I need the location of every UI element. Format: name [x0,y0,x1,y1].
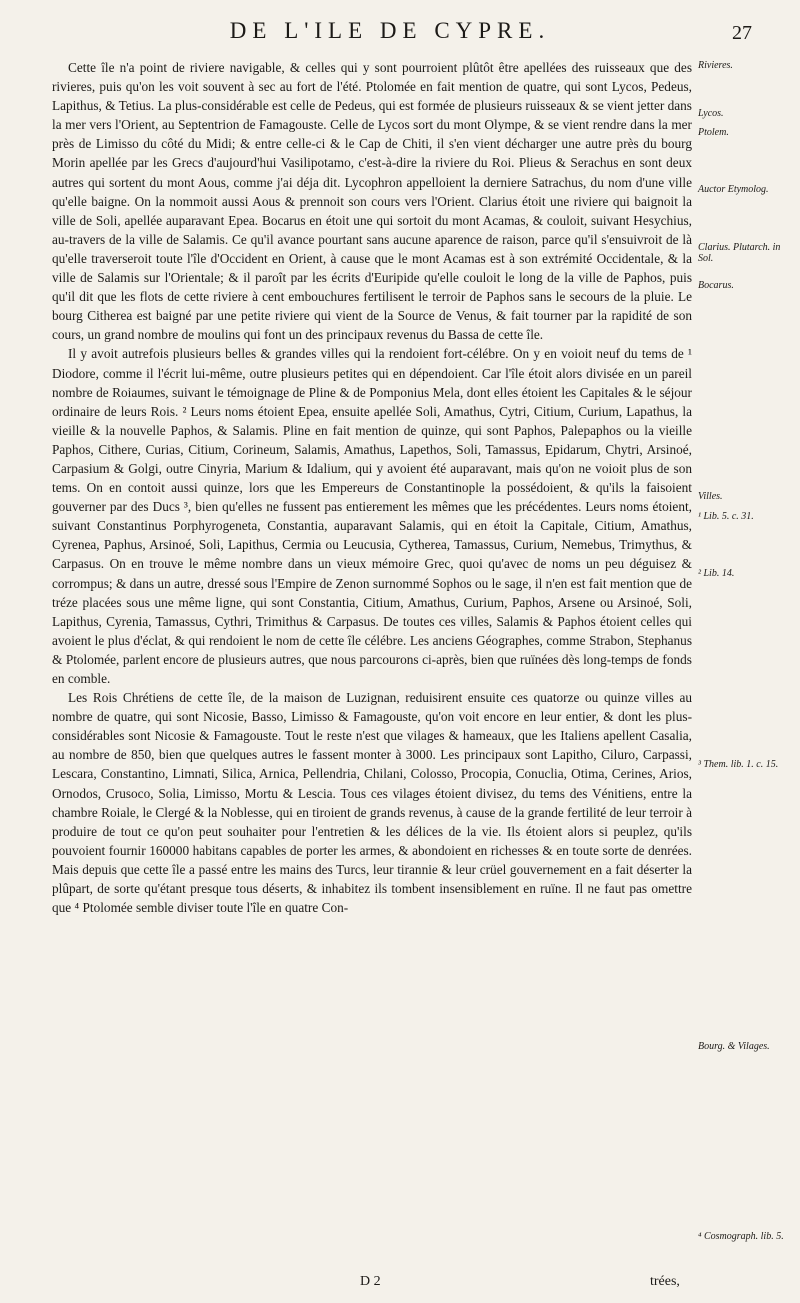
page-header [0,18,800,58]
margin-note: Lycos. [698,108,724,119]
paragraph-villages: Les Rois Chrétiens de cette île, de la maison de Luzignan, reduisirent ensuite ces quatorze ou quinze villes au nombre de quatre, qui sont Nicosie, Basso, Limisso & Famagouste, qu'on voit encore en leur entier, & dont les plus-considérables sont Nicosie & Famagouste. Tout le reste n'est que vilages & hameaux, que les Italiens apellent Casalia, au nombre de 850, bien que quelques autres le fassent monter à 3000. Les principaux sont Lapitho, Ciluro, Carpassi, Lescara, Constantino, Limnati, Silica, Arnica, Pellendria, Chilani, Colosso, Procopia, Conuclia, Otima, Cerines, Arios, Ornodos, Crusoco, Solia, Limisso, Mortu & Lescia. Tous ces vilages étoient divisez, du tems des Vénitiens, entre la chambre Roiale, le Clergé & la Noblesse, qui en tiroient de grands revenus, à cause de la grande fertilité de leur terroir à produire de tout ce qu'on peut souhaiter pour l'entretien & les délices de la vie. Ils étoient alors si peuplez, qu'ils pouvoient fournir 160000 habitans capables de porter les armes, & abondoient en richesses & en toute sorte de denrées. Mais depuis que cette île a passé entre les mains des Turcs, leur tirannie & leur crüel gouvernement en a fait déserter la plûpart, de sorte qu'étant presque tous déserts, & inhabitez ils tombent insensiblement en ruïne. Il ne faut pas omettre que ⁴ Ptolomée semble diviser toute l'île en quatre Con- [52,690,692,916]
paragraph-rivers: Cette île n'a point de riviere navigable, & celles qui y sont pourroient plûtôt être apellées des ruisseaux que des rivieres, puis qu'on les voit souvent à sec au fort de l'été. Ptolomée en fait mention de quatre, qui sont Lycos, Pedeus, Lapithus, & Tetius. La plus-considérable est celle de Pedeus, qui est formée de plusieurs ruisseaux & se vient jetter dans la mer vers l'Orient, au Septentrion de Famagouste. Celle de Lycos sort du mont Olympe, & se vient rendre dans la mer près de Limisso du côté du Midi; & entre celle-ci & le Cap de Chiti, il s'en vient décharger une autre près du bourg Morin apellée par les Grecs d'aujourd'hui Vasilipotamo, c'est-à-dire la riviere du Roi. Plieus & Serachus en sont deux autres qui sortent du mont Aous, comme j'ai déja dit. Lycophron appelloient la derniere Satrachus, du nom d'une ville qu'elle baigne. On la nommoit aussi Aous & prennoit son cours vers l'Orient. Clarius étoit une riviere qui baignoit la ville de Soli, apellée auparavant Epea. Bocarus en étoit une qui sortoit du mont Acamas, & couloit, suivant Hesychius, au-travers de la ville de Salamis. Ce qu'il avance pourtant sans aucune aparence de raison, parce qu'il s'ensuivroit de là qu'elle traverseroit toute l'île d'Occident en Orient, à cause que le mont Acamas est à son extrémité Occidentale, & la ville de Salamis sur l'Orientale; & il paroît par les écrits d'Euripide qu'elle couloit le long de la ville de Paphos, puis qu'il dit que les flots de cette riviere à cent embouchures fertilisent le terroir de Paphos sans le secours de la pluie. Le bourg Citherea est baigné par une petite riviere qui vient de la Source de Venus, & fait tourner par la rapidité de son cours, un grand nombre de moulins qui font un des principaux revenus du Bassa de cette île. [52,60,692,343]
margin-note: ³ Them. lib. 1. c. 15. [698,759,779,770]
margin-note: Rivieres. [698,60,733,71]
margin-note: Clarius. Plutarch. in Sol. [698,242,781,264]
margin-note: ¹ Lib. 5. c. 31. [698,511,754,522]
signature-mark: D 2 [360,1274,381,1289]
margin-note: Villes. [698,491,723,502]
margin-note: ⁴ Cosmograph. lib. 5. [698,1231,784,1242]
body-text [52,58,692,917]
catchword: trées, [650,1274,680,1289]
running-title: DE L'ILE DE CYPRE. [229,18,551,43]
margin-note: ² Lib. 14. [698,568,735,579]
page-number: 27 [732,22,752,44]
paragraph-cities: Il y avoit autrefois plusieurs belles & grandes villes qui la rendoient fort-célébre. On y en voioit neuf du tems de ¹ Diodore, comme il l'écrit lui-même, outre plusieurs petites qui en dépendoient. Car l'île étoit alors divisée en un pareil nombre de Roiaumes, suivant le témoignage de Pline & de Pomponius Mela, dont elles étoient les Capitales & le séjour ordinaire de leurs Rois. ² Leurs noms étoient Epea, ensuite apellée Soli, Amathus, Cytri, Citium, Curium, Lapathus, la vieille & la nouvelle Paphos, & Salamis. Pline en fait mention de quinze, qui sont Paphos, Palepaphos ou la vieille Paphos, Cithere, Curias, Citium, Corineum, Salamis, Amathus, Lapethos, Soli, Tamassus, Epidarum, Chytri, Arsinoé, Carpasium & Golgi, outre Cinyria, Marium & Idalium, qui y avoient été auparavant, mais qu'on ne voioit plus de son tems. On en contoit aussi quinze, lors que les Empereurs de Constantinople la possédoient, & qu'ils la faisoient gouverner par des Ducs ³, bien qu'elles ne fussent pas entierement les mêmes que les précédentes. Leurs noms étoient, suivant Constantinus Porphyrogeneta, Constantia, auparavant Salamis, qui en étoit la Capitale, Citium, Amathus, Cyrenea, Paphus, Arsinoé, Soli, Lapithus, Cermia ou Leucusia, Cytherea, Tamassus, Curium, Nemebus, Trimythus, & Carpasus. On en trouve le même nombre dans un vieux mémoire Grec, quoi qu'avec de noms un peu déguisez & corrompus; & dans un autre, dressé sous l'Empire de Zenon surnommé Sophos ou le sage, il n'en est fait mention que de tréze placées sous une même ligne, qui sont Constantia, Citium, Amathus, Curium, Paphos, Arsene ou Arsinoé, Soli, Lapithus, Cyrenia, Tamassus, Cythri, Trimithus & Carpasus. De toutes ces villes, Salamis & Paphos étoient celles qui avoient le plus d'éclat, & qui rendoient le nom de cette île célébre. Les anciens Géographes, comme Strabon, Stephanus & Ptolomée, parlent encore de plusieurs autres, que nous parcourons ci-après, bien que ruïnées dès long-temps de fonds en comble. [52,346,692,686]
margin-note: Bocarus. [698,280,734,291]
margin-note: Bourg. & Vilages. [698,1041,770,1052]
margin-note: Auctor Etymolog. [698,184,769,195]
margin-note: Ptolem. [698,127,729,138]
